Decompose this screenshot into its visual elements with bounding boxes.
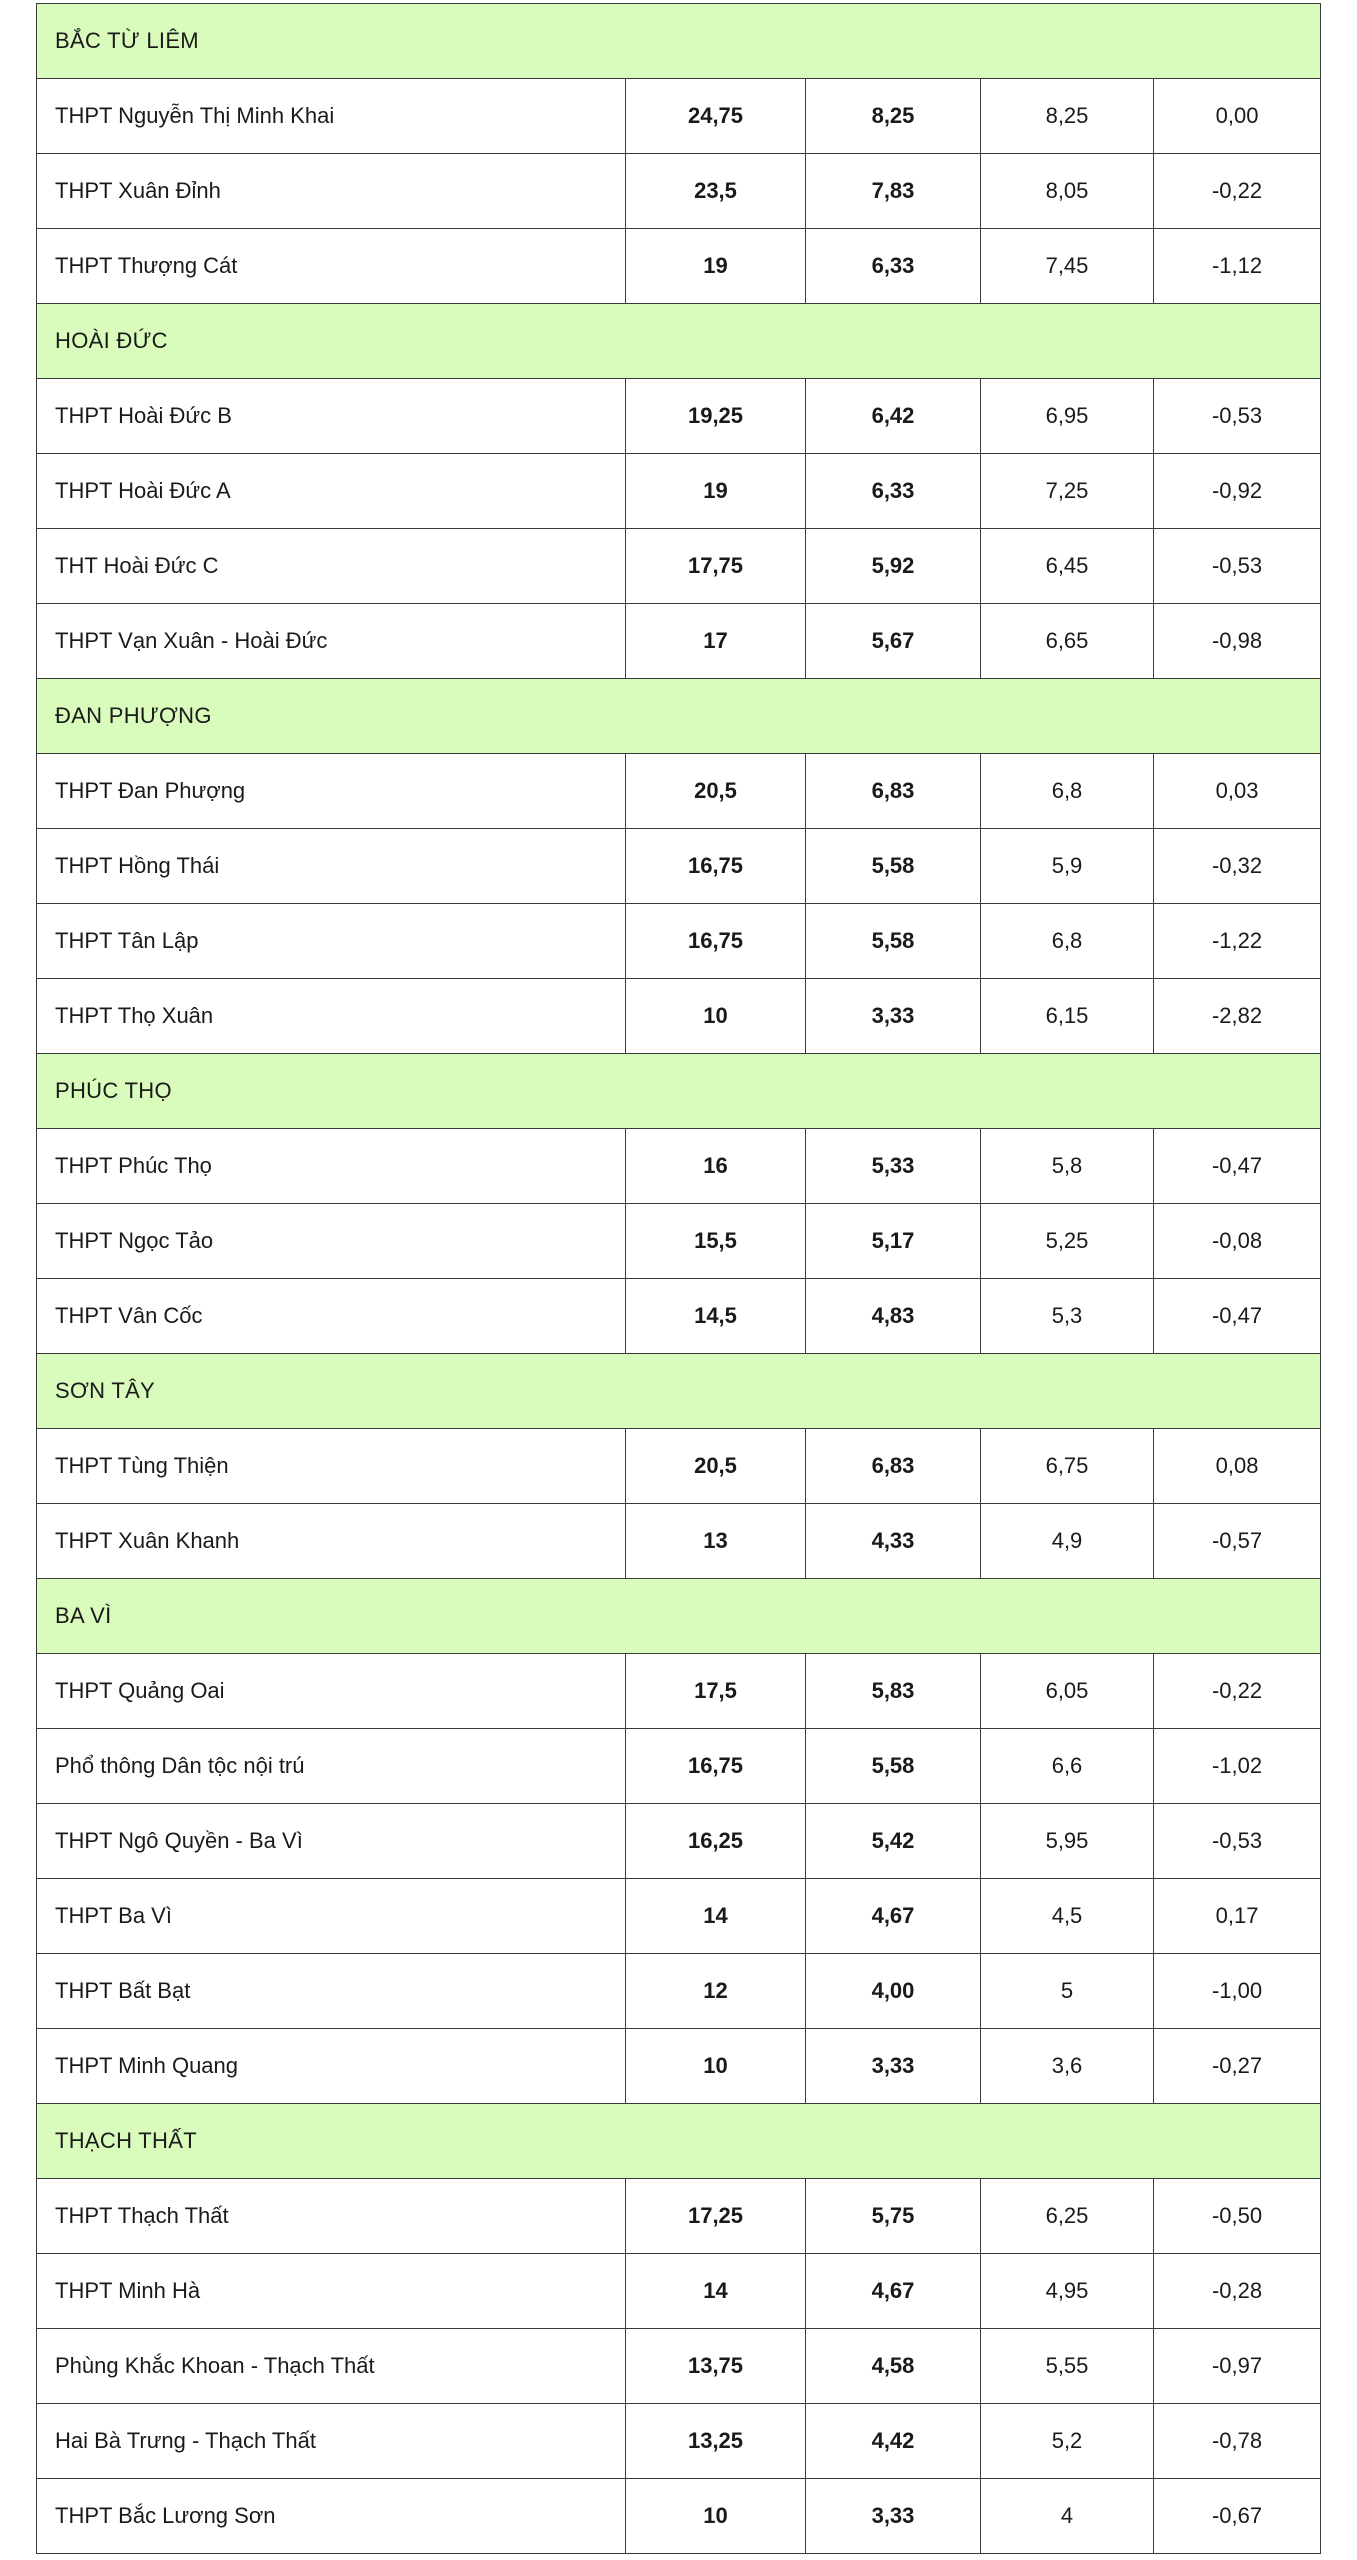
school-name: THT Hoài Đức C xyxy=(37,529,626,604)
school-name: THPT Tùng Thiện xyxy=(37,1429,626,1504)
school-row xyxy=(37,1504,1321,1579)
benchmark-score: 5,3 xyxy=(981,1279,1154,1354)
average-score: 5,33 xyxy=(806,1129,981,1204)
school-row xyxy=(37,2029,1321,2104)
benchmark-score: 6,95 xyxy=(981,379,1154,454)
total-score: 13,75 xyxy=(626,2329,806,2404)
school-name: THPT Tân Lập xyxy=(37,904,626,979)
school-name: THPT Xuân Khanh xyxy=(37,1504,626,1579)
school-name: THPT Ngọc Tảo xyxy=(37,1204,626,1279)
school-row xyxy=(37,1879,1321,1954)
benchmark-score: 4 xyxy=(981,2479,1154,2554)
total-score: 17 xyxy=(626,604,806,679)
district-name: BẮC TỪ LIÊM xyxy=(37,4,1321,79)
school-name: THPT Thạch Thất xyxy=(37,2179,626,2254)
benchmark-score: 3,6 xyxy=(981,2029,1154,2104)
school-name: THPT Hoài Đức A xyxy=(37,454,626,529)
score-table xyxy=(36,3,1321,2554)
score-difference: -1,12 xyxy=(1154,229,1321,304)
school-name: THPT Đan Phượng xyxy=(37,754,626,829)
total-score: 13 xyxy=(626,1504,806,1579)
district-name: ĐAN PHƯỢNG xyxy=(37,679,1321,754)
total-score: 20,5 xyxy=(626,1429,806,1504)
total-score: 17,5 xyxy=(626,1654,806,1729)
score-difference: 0,17 xyxy=(1154,1879,1321,1954)
total-score: 12 xyxy=(626,1954,806,2029)
score-difference: -0,27 xyxy=(1154,2029,1321,2104)
school-name: THPT Minh Quang xyxy=(37,2029,626,2104)
school-name: THPT Nguyễn Thị Minh Khai xyxy=(37,79,626,154)
school-name: Phổ thông Dân tộc nội trú xyxy=(37,1729,626,1804)
total-score: 14 xyxy=(626,1879,806,1954)
score-difference: -1,22 xyxy=(1154,904,1321,979)
score-difference: -0,97 xyxy=(1154,2329,1321,2404)
school-row xyxy=(37,454,1321,529)
school-row xyxy=(37,1954,1321,2029)
average-score: 4,83 xyxy=(806,1279,981,1354)
score-difference: -0,22 xyxy=(1154,1654,1321,1729)
district-name: SƠN TÂY xyxy=(37,1354,1321,1429)
total-score: 19,25 xyxy=(626,379,806,454)
average-score: 7,83 xyxy=(806,154,981,229)
school-row xyxy=(37,1654,1321,1729)
school-row xyxy=(37,379,1321,454)
benchmark-score: 5,8 xyxy=(981,1129,1154,1204)
score-difference: -0,47 xyxy=(1154,1279,1321,1354)
total-score: 23,5 xyxy=(626,154,806,229)
benchmark-score: 6,25 xyxy=(981,2179,1154,2254)
benchmark-score: 4,95 xyxy=(981,2254,1154,2329)
school-row xyxy=(37,2254,1321,2329)
school-row xyxy=(37,904,1321,979)
score-difference: -0,22 xyxy=(1154,154,1321,229)
average-score: 5,67 xyxy=(806,604,981,679)
school-name: THPT Xuân Đỉnh xyxy=(37,154,626,229)
average-score: 5,58 xyxy=(806,829,981,904)
school-name: Hai Bà Trưng - Thạch Thất xyxy=(37,2404,626,2479)
school-row xyxy=(37,1204,1321,1279)
score-difference: -0,28 xyxy=(1154,2254,1321,2329)
school-row xyxy=(37,529,1321,604)
average-score: 3,33 xyxy=(806,979,981,1054)
district-row xyxy=(37,304,1321,379)
school-row xyxy=(37,2329,1321,2404)
average-score: 3,33 xyxy=(806,2479,981,2554)
school-name: THPT Ba Vì xyxy=(37,1879,626,1954)
district-row xyxy=(37,1579,1321,1654)
school-name: THPT Ngô Quyền - Ba Vì xyxy=(37,1804,626,1879)
total-score: 15,5 xyxy=(626,1204,806,1279)
score-difference: -0,53 xyxy=(1154,379,1321,454)
school-row xyxy=(37,2404,1321,2479)
score-difference: -0,47 xyxy=(1154,1129,1321,1204)
school-row xyxy=(37,2179,1321,2254)
average-score: 4,00 xyxy=(806,1954,981,2029)
school-row xyxy=(37,1804,1321,1879)
total-score: 17,75 xyxy=(626,529,806,604)
school-row xyxy=(37,229,1321,304)
average-score: 5,42 xyxy=(806,1804,981,1879)
score-difference: -0,53 xyxy=(1154,1804,1321,1879)
total-score: 20,5 xyxy=(626,754,806,829)
total-score: 16,75 xyxy=(626,829,806,904)
district-name: THẠCH THẤT xyxy=(37,2104,1321,2179)
district-row xyxy=(37,1054,1321,1129)
score-difference: -0,08 xyxy=(1154,1204,1321,1279)
score-difference: -2,82 xyxy=(1154,979,1321,1054)
benchmark-score: 6,8 xyxy=(981,754,1154,829)
school-name: THPT Minh Hà xyxy=(37,2254,626,2329)
average-score: 4,42 xyxy=(806,2404,981,2479)
benchmark-score: 5,9 xyxy=(981,829,1154,904)
school-name: THPT Hoài Đức B xyxy=(37,379,626,454)
benchmark-score: 5,95 xyxy=(981,1804,1154,1879)
school-name: THPT Bất Bạt xyxy=(37,1954,626,2029)
average-score: 6,83 xyxy=(806,1429,981,1504)
total-score: 13,25 xyxy=(626,2404,806,2479)
school-row xyxy=(37,154,1321,229)
district-name: HOÀI ĐỨC xyxy=(37,304,1321,379)
benchmark-score: 7,25 xyxy=(981,454,1154,529)
benchmark-score: 8,05 xyxy=(981,154,1154,229)
total-score: 19 xyxy=(626,454,806,529)
school-row xyxy=(37,79,1321,154)
total-score: 16 xyxy=(626,1129,806,1204)
score-difference: -0,32 xyxy=(1154,829,1321,904)
school-name: THPT Quảng Oai xyxy=(37,1654,626,1729)
benchmark-score: 6,05 xyxy=(981,1654,1154,1729)
average-score: 5,92 xyxy=(806,529,981,604)
total-score: 16,75 xyxy=(626,904,806,979)
score-difference: -1,02 xyxy=(1154,1729,1321,1804)
average-score: 6,42 xyxy=(806,379,981,454)
benchmark-score: 4,5 xyxy=(981,1879,1154,1954)
benchmark-score: 6,65 xyxy=(981,604,1154,679)
average-score: 4,33 xyxy=(806,1504,981,1579)
school-name: THPT Phúc Thọ xyxy=(37,1129,626,1204)
score-difference: -0,67 xyxy=(1154,2479,1321,2554)
school-name: THPT Hồng Thái xyxy=(37,829,626,904)
school-name: THPT Vạn Xuân - Hoài Đức xyxy=(37,604,626,679)
school-row xyxy=(37,979,1321,1054)
total-score: 14,5 xyxy=(626,1279,806,1354)
district-row xyxy=(37,4,1321,79)
score-difference: -0,98 xyxy=(1154,604,1321,679)
score-difference: 0,00 xyxy=(1154,79,1321,154)
score-difference: -1,00 xyxy=(1154,1954,1321,2029)
total-score: 10 xyxy=(626,979,806,1054)
benchmark-score: 6,15 xyxy=(981,979,1154,1054)
district-name: BA VÌ xyxy=(37,1579,1321,1654)
school-row xyxy=(37,1429,1321,1504)
benchmark-score: 6,45 xyxy=(981,529,1154,604)
benchmark-score: 7,45 xyxy=(981,229,1154,304)
benchmark-score: 5,2 xyxy=(981,2404,1154,2479)
benchmark-score: 6,8 xyxy=(981,904,1154,979)
average-score: 5,58 xyxy=(806,1729,981,1804)
score-difference: -0,57 xyxy=(1154,1504,1321,1579)
score-difference: 0,08 xyxy=(1154,1429,1321,1504)
table-body xyxy=(37,4,1321,2554)
average-score: 5,17 xyxy=(806,1204,981,1279)
school-row xyxy=(37,1729,1321,1804)
total-score: 24,75 xyxy=(626,79,806,154)
school-row xyxy=(37,604,1321,679)
benchmark-score: 5,25 xyxy=(981,1204,1154,1279)
school-name: THPT Vân Cốc xyxy=(37,1279,626,1354)
school-name: THPT Bắc Lương Sơn xyxy=(37,2479,626,2554)
school-row xyxy=(37,829,1321,904)
benchmark-score: 4,9 xyxy=(981,1504,1154,1579)
school-name: THPT Thượng Cát xyxy=(37,229,626,304)
district-row xyxy=(37,679,1321,754)
benchmark-score: 6,75 xyxy=(981,1429,1154,1504)
score-difference: -0,50 xyxy=(1154,2179,1321,2254)
average-score: 5,58 xyxy=(806,904,981,979)
score-difference: 0,03 xyxy=(1154,754,1321,829)
average-score: 6,83 xyxy=(806,754,981,829)
school-name: THPT Thọ Xuân xyxy=(37,979,626,1054)
total-score: 10 xyxy=(626,2479,806,2554)
score-difference: -0,78 xyxy=(1154,2404,1321,2479)
school-row xyxy=(37,1129,1321,1204)
school-name: Phùng Khắc Khoan - Thạch Thất xyxy=(37,2329,626,2404)
average-score: 4,58 xyxy=(806,2329,981,2404)
average-score: 8,25 xyxy=(806,79,981,154)
benchmark-score: 5,55 xyxy=(981,2329,1154,2404)
school-row xyxy=(37,754,1321,829)
average-score: 6,33 xyxy=(806,229,981,304)
benchmark-score: 6,6 xyxy=(981,1729,1154,1804)
total-score: 16,75 xyxy=(626,1729,806,1804)
average-score: 5,83 xyxy=(806,1654,981,1729)
total-score: 16,25 xyxy=(626,1804,806,1879)
average-score: 5,75 xyxy=(806,2179,981,2254)
total-score: 19 xyxy=(626,229,806,304)
district-row xyxy=(37,2104,1321,2179)
average-score: 4,67 xyxy=(806,2254,981,2329)
total-score: 10 xyxy=(626,2029,806,2104)
score-difference: -0,53 xyxy=(1154,529,1321,604)
total-score: 14 xyxy=(626,2254,806,2329)
score-difference: -0,92 xyxy=(1154,454,1321,529)
school-row xyxy=(37,2479,1321,2554)
average-score: 6,33 xyxy=(806,454,981,529)
average-score: 4,67 xyxy=(806,1879,981,1954)
average-score: 3,33 xyxy=(806,2029,981,2104)
total-score: 17,25 xyxy=(626,2179,806,2254)
school-row xyxy=(37,1279,1321,1354)
benchmark-score: 8,25 xyxy=(981,79,1154,154)
district-row xyxy=(37,1354,1321,1429)
benchmark-score: 5 xyxy=(981,1954,1154,2029)
district-name: PHÚC THỌ xyxy=(37,1054,1321,1129)
